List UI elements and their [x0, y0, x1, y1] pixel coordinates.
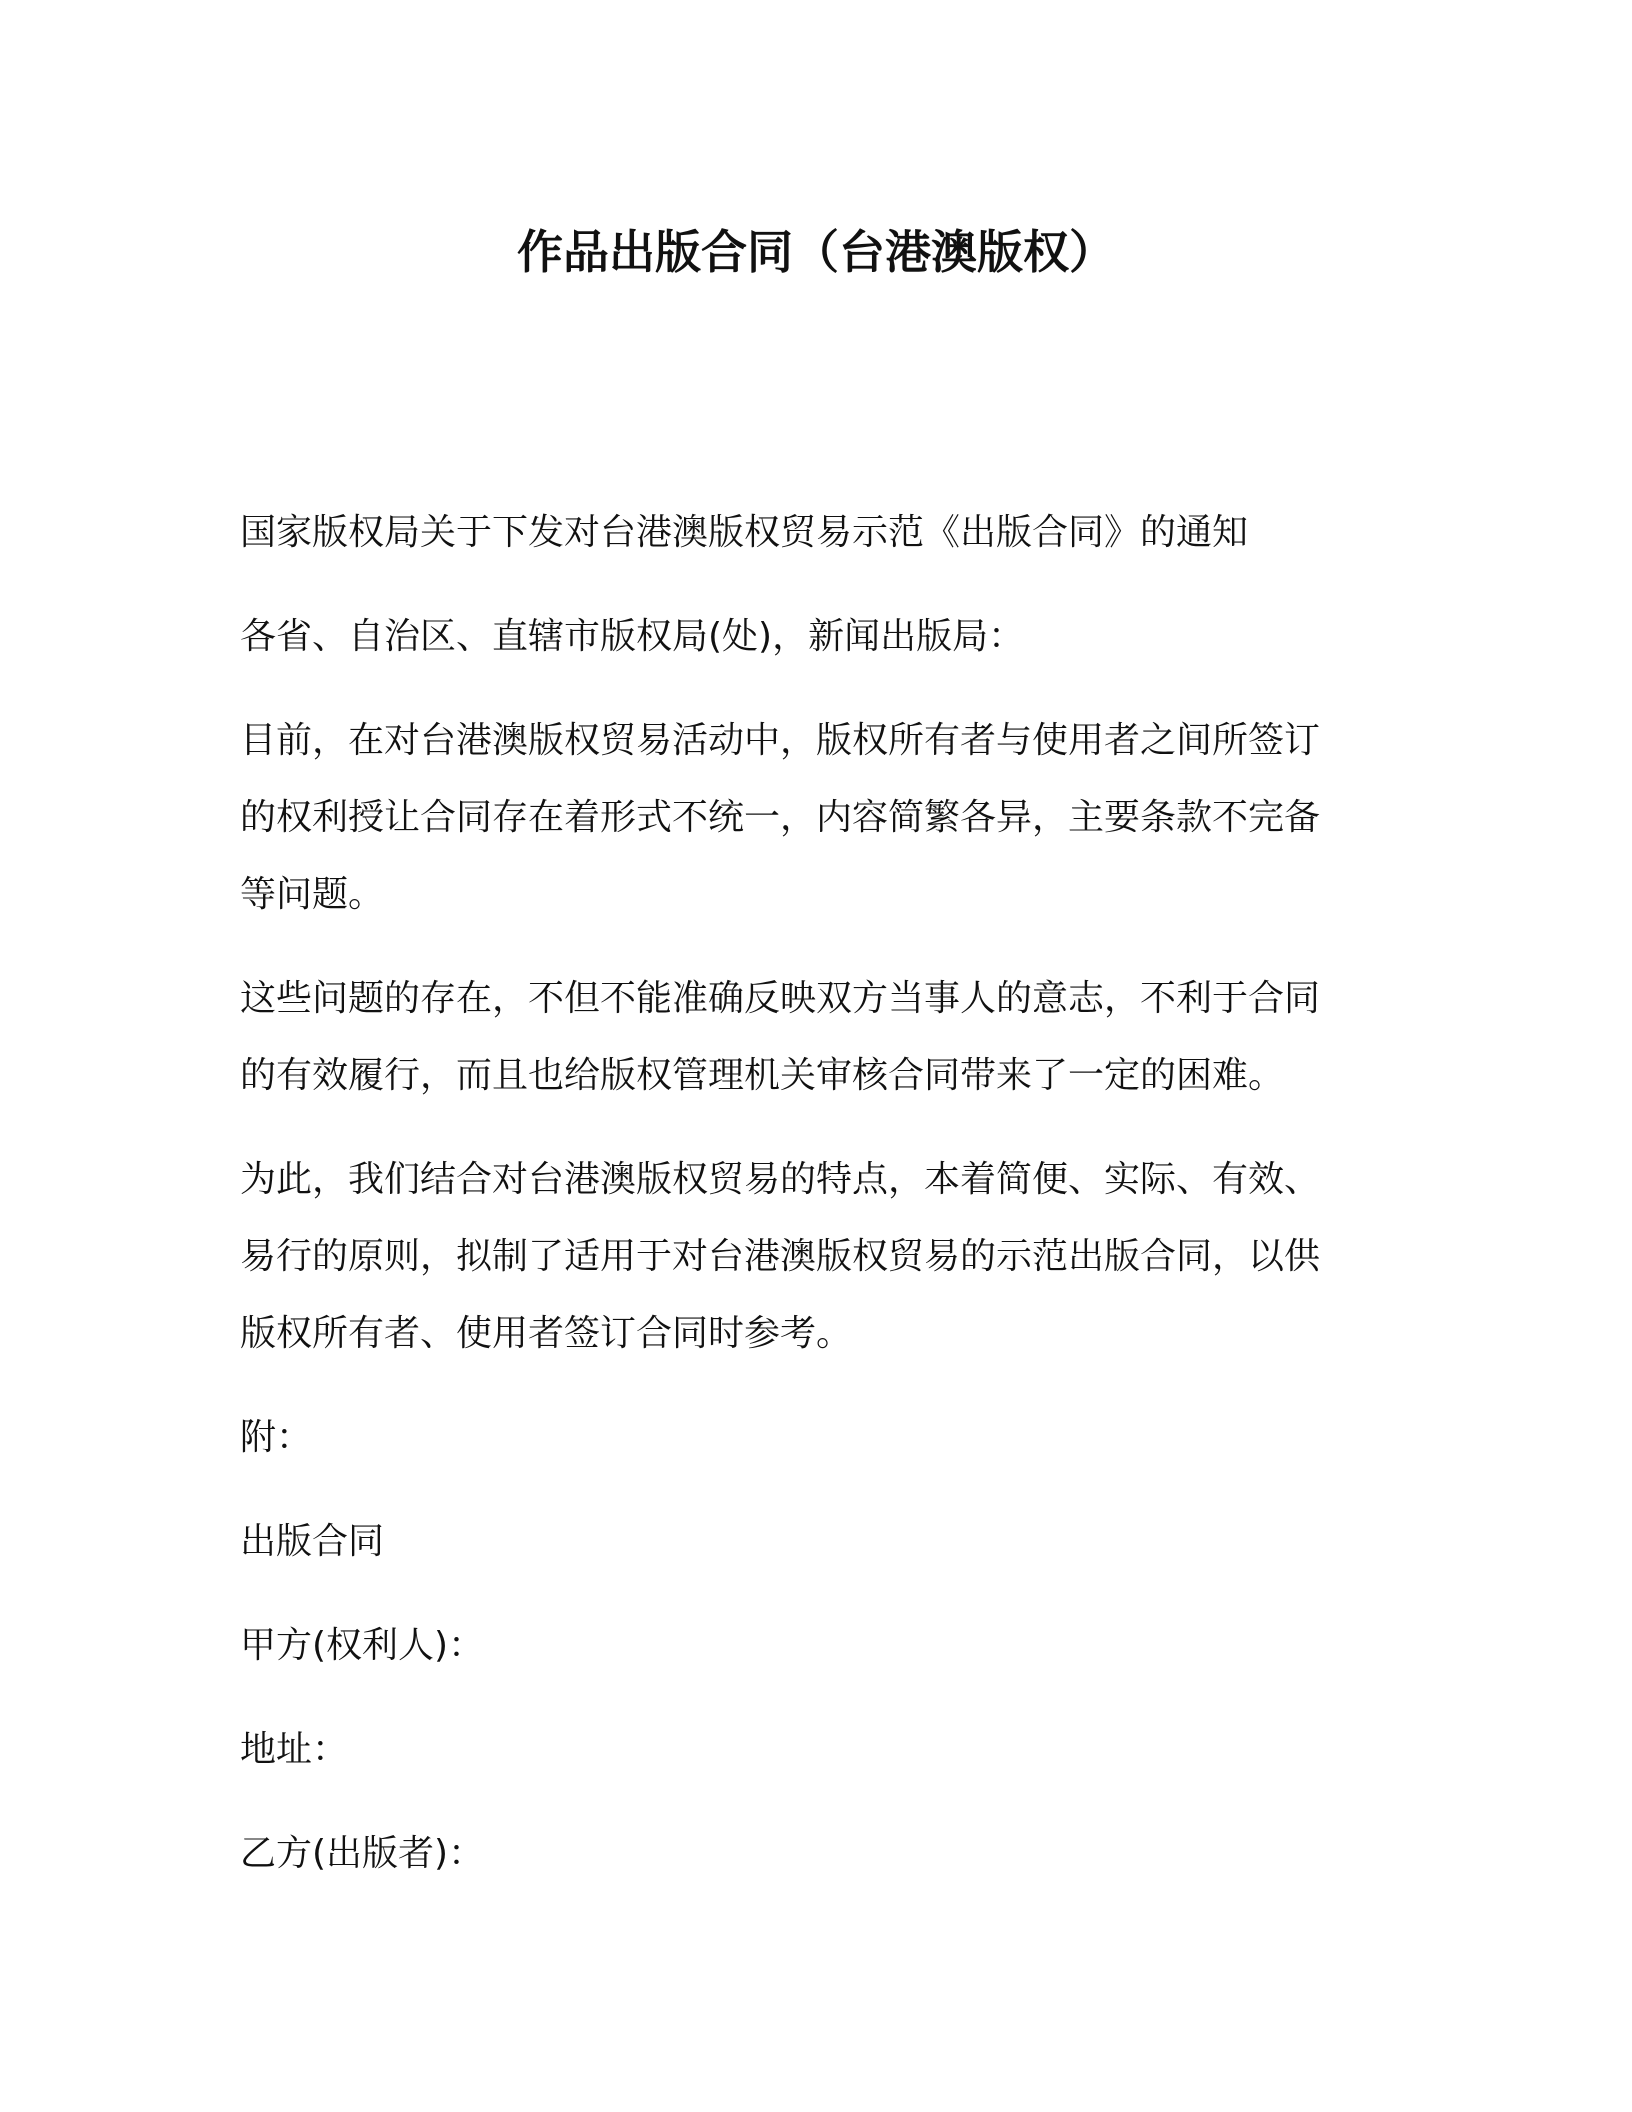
addressee-line: 各省、自治区、直辖市版权局(处)，新闻出版局：	[240, 616, 1025, 657]
paragraph-2-line: 的有效履行，而且也给版权管理机关审核合同带来了一定的困难。	[240, 1055, 1285, 1096]
party-a-field: 甲方(权利人)：	[240, 1625, 485, 1666]
paragraph-1-line: 的权利授让合同存在着形式不统一，内容简繁各异，主要条款不完备	[240, 797, 1321, 838]
attachment-label: 附：	[240, 1417, 313, 1458]
paragraph-2	[240, 960, 1364, 1114]
notice-heading: 国家版权局关于下发对台港澳版权贸易示范《出版合同》的通知	[240, 512, 1249, 553]
paragraph-1-line: 目前，在对台港澳版权贸易活动中，版权所有者与使用者之间所签订	[240, 720, 1321, 761]
address-field: 地址：	[240, 1729, 349, 1770]
paragraph-3-line: 版权所有者、使用者签订合同时参考。	[240, 1313, 853, 1354]
paragraph-3	[240, 1141, 1364, 1372]
document-title: 作品出版合同（台港澳版权）	[517, 225, 1115, 279]
paragraph-1	[240, 702, 1364, 933]
document-body	[240, 494, 1364, 1892]
paragraph-3-line: 为此，我们结合对台港澳版权贸易的特点，本着简便、实际、有效、	[240, 1159, 1321, 1200]
paragraph-3-line: 易行的原则，拟制了适用于对台港澳版权贸易的示范出版合同，以供	[240, 1236, 1321, 1277]
paragraph-1-line: 等问题。	[240, 874, 385, 915]
contract-name: 出版合同	[240, 1521, 385, 1562]
paragraph-2-line: 这些问题的存在，不但不能准确反映双方当事人的意志，不利于合同	[240, 978, 1321, 1019]
party-b-field: 乙方(出版者)：	[240, 1833, 485, 1874]
